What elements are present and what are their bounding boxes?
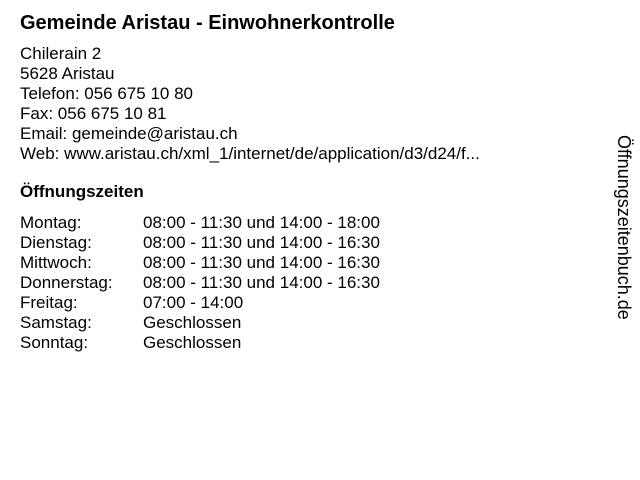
hours-row-thursday xyxy=(20,273,600,293)
hours-row-monday xyxy=(20,213,600,233)
web-line: Web: www.aristau.ch/xml_1/internet/de/application/d3/d24/f... xyxy=(20,144,480,163)
hours-row-wednesday xyxy=(20,253,600,273)
day-label: Sonntag: xyxy=(20,333,89,352)
street-address: Chilerain 2 xyxy=(20,44,102,63)
city-line: 5628 Aristau xyxy=(20,64,115,83)
day-times: 08:00 - 11:30 und 14:00 - 16:30 xyxy=(143,273,380,292)
hours-table xyxy=(20,213,600,353)
hours-row-sunday xyxy=(20,333,600,353)
day-label: Donnerstag: xyxy=(20,273,113,292)
office-title: Gemeinde Aristau - Einwohnerkontrolle xyxy=(20,12,395,34)
day-times: Geschlossen xyxy=(143,313,242,332)
day-times: 07:00 - 14:00 xyxy=(143,293,244,312)
email-line: Email: gemeinde@aristau.ch xyxy=(20,124,238,143)
hours-row-saturday xyxy=(20,313,600,333)
office-card xyxy=(20,10,600,353)
day-times: 08:00 - 11:30 und 14:00 - 16:30 xyxy=(143,253,380,272)
day-times: 08:00 - 11:30 und 14:00 - 18:00 xyxy=(143,213,380,232)
brand-watermark: Öffnungszeitenbuch.de xyxy=(614,135,634,320)
fax-line: Fax: 056 675 10 81 xyxy=(20,104,167,123)
day-label: Freitag: xyxy=(20,293,78,312)
day-times: 08:00 - 11:30 und 14:00 - 16:30 xyxy=(143,233,380,252)
day-label: Samstag: xyxy=(20,313,92,332)
day-times: Geschlossen xyxy=(143,333,242,352)
hours-heading: Öffnungszeiten xyxy=(20,182,144,201)
hours-row-friday xyxy=(20,293,600,313)
day-label: Mittwoch: xyxy=(20,253,92,272)
day-label: Montag: xyxy=(20,213,82,232)
contact-block xyxy=(20,44,600,164)
phone-line: Telefon: 056 675 10 80 xyxy=(20,84,193,103)
day-label: Dienstag: xyxy=(20,233,92,252)
hours-row-tuesday xyxy=(20,233,600,253)
